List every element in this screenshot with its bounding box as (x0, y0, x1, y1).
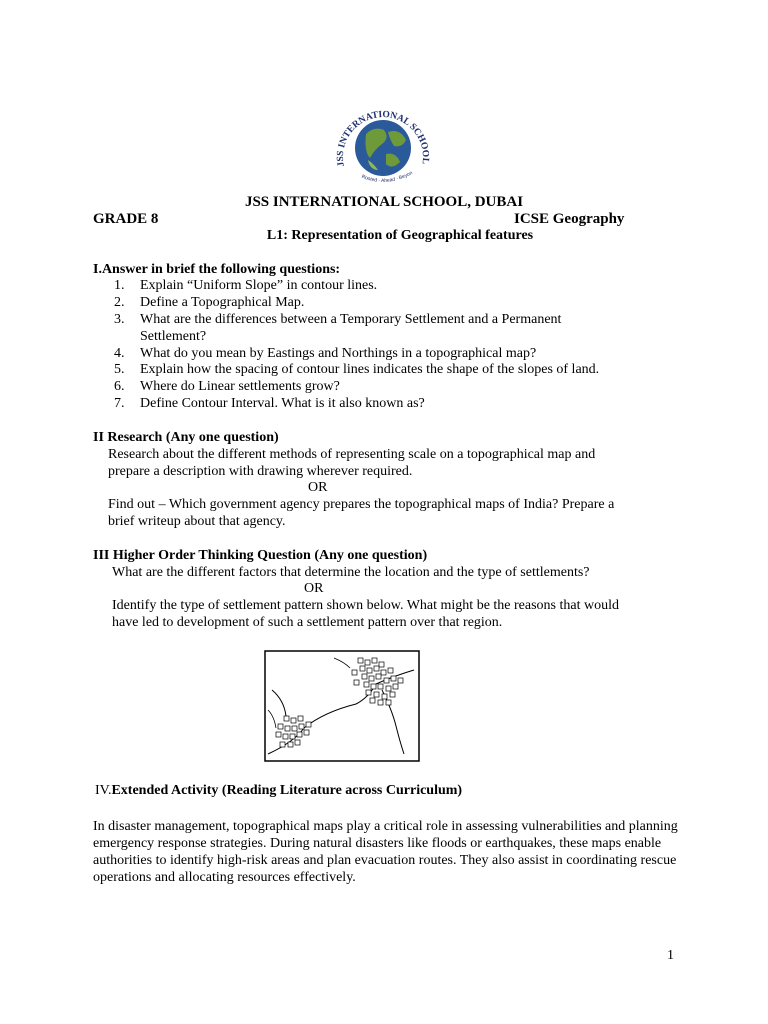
question-text: Define Contour Interval. What is it also known as? (140, 396, 425, 411)
or-separator: OR (308, 480, 328, 495)
hots-q2-line2: have led to development of such a settlement pattern over that region. (112, 615, 503, 630)
logo-ring-text: JSS INTERNATIONAL SCHOOL (335, 109, 431, 168)
question-text: Explain “Uniform Slope” in contour lines. (140, 278, 378, 293)
question-text: What are the differences between a Temporary Settlement and a Permanent (140, 312, 562, 327)
or-separator: OR (304, 581, 324, 596)
question-number: 2. (114, 295, 125, 310)
lesson-title: L1: Representation of Geographical features (266, 228, 534, 243)
page-number: 1 (667, 948, 674, 963)
grade-label: GRADE 8 (93, 211, 159, 227)
section-3-title: III Higher Order Thinking Question (Any one question) (93, 548, 428, 563)
research-q2-line2: brief writeup about that agency. (108, 514, 286, 529)
hots-q1: What are the different factors that determine the location and the type of settlements? (112, 565, 590, 580)
question-text-continued: Settlement? (140, 329, 207, 344)
extended-activity-paragraph: In disaster management, topographical maps play a critical role in assessing vulnerabilities and planning emergency response strategies. During natural disasters like floods or earthquakes, these maps enable authorities to identify high-risk areas and plan evacuation routes. They also assist in coordinating rescue operations and allocating resources effectively. (93, 819, 678, 885)
settlement-map (264, 650, 420, 762)
logo-motto: Rooted · Ahead · Beyon (360, 170, 414, 185)
school-name: JSS INTERNATIONAL SCHOOL, DUBAI (244, 194, 524, 210)
subject-label: ICSE Geography (514, 211, 625, 227)
question-text: Explain how the spacing of contour lines indicates the shape of the slopes of land. (140, 362, 600, 377)
section-2-title: II Research (Any one question) (93, 430, 279, 445)
research-q1-line2: prepare a description with drawing wherever required. (108, 464, 413, 479)
section-4-prefix: IV. (95, 783, 112, 798)
question-number: 1. (114, 278, 125, 293)
question-number: 5. (114, 362, 125, 377)
globe-icon (355, 120, 411, 176)
research-q1-line1: Research about the different methods of representing scale on a topographical map and (108, 447, 596, 462)
question-number: 7. (114, 396, 125, 411)
school-logo (330, 104, 436, 192)
hots-q2-line1: Identify the type of settlement pattern shown below. What might be the reasons that would (112, 598, 619, 613)
question-text: Define a Topographical Map. (140, 295, 305, 310)
section-4-heading (95, 783, 462, 799)
question-number: 6. (114, 379, 125, 394)
question-text: Where do Linear settlements grow? (140, 379, 340, 394)
question-text: What do you mean by Eastings and Northings in a topographical map? (140, 346, 537, 361)
section-4-title: Extended Activity (Reading Literature across Curriculum) (111, 783, 463, 798)
research-q2-line1: Find out – Which government agency prepares the topographical maps of India? Prepare a (108, 497, 615, 512)
question-number: 4. (114, 346, 125, 361)
question-number: 3. (114, 312, 125, 327)
section-1-title: I.Answer in brief the following questions: (93, 262, 341, 277)
